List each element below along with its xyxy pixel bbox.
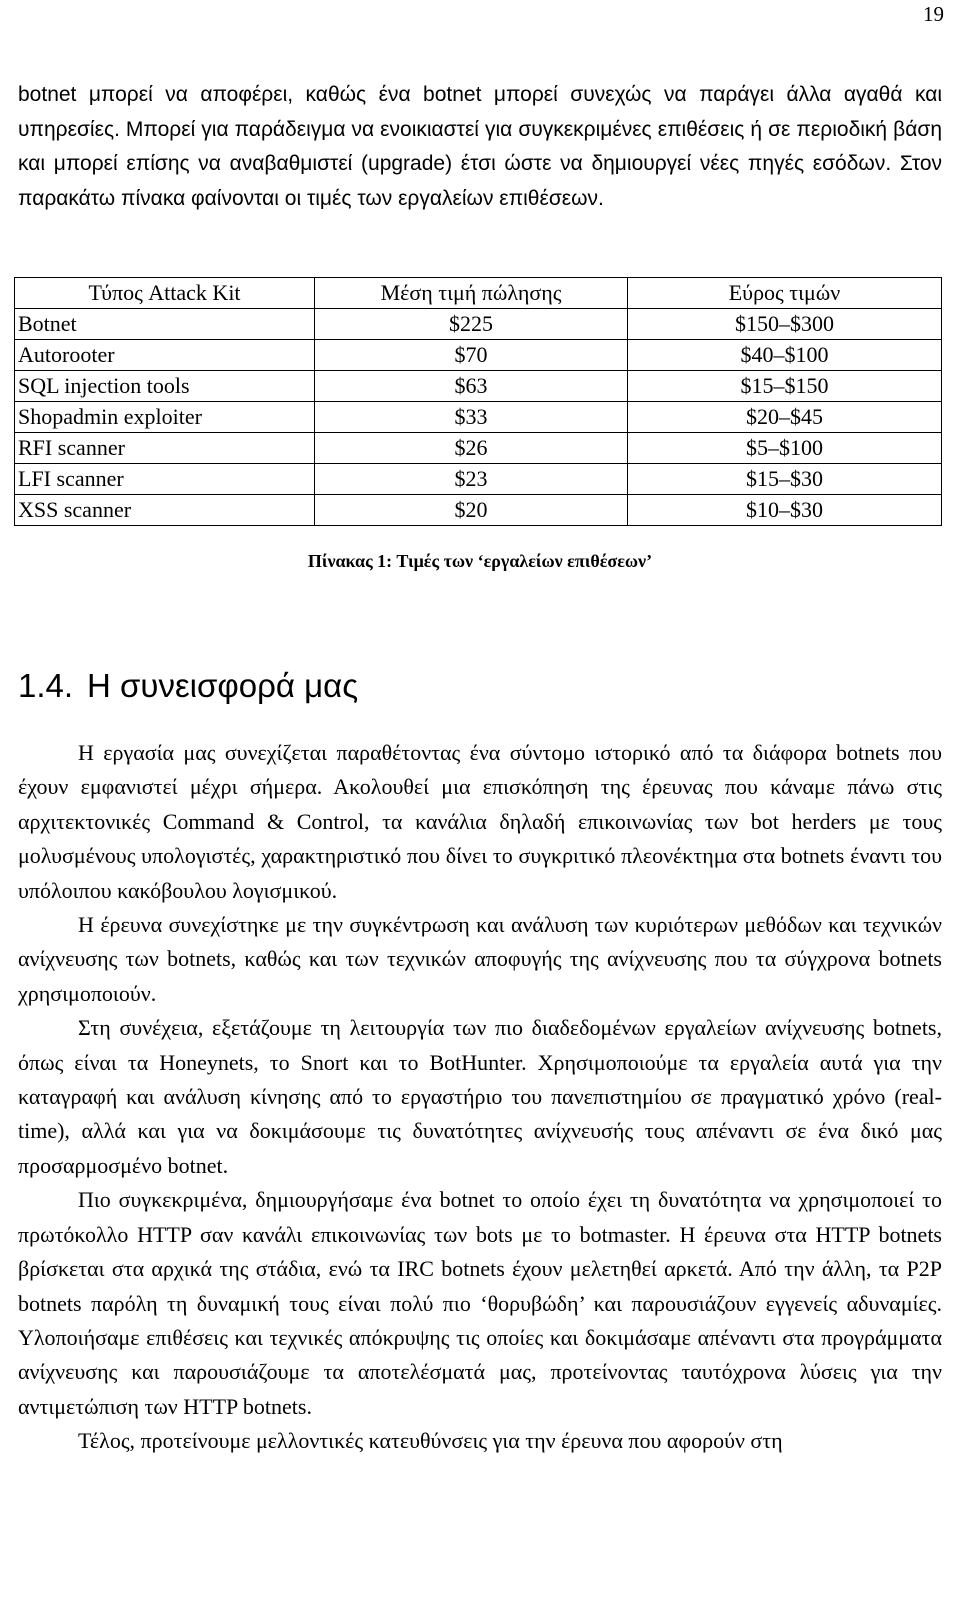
table-row: [15, 402, 942, 433]
table-cell-price-range: $150–$300: [628, 309, 942, 340]
table-cell-price-range: $40–$100: [628, 340, 942, 371]
table-cell-price-range: $10–$30: [628, 495, 942, 526]
section-heading: [18, 667, 358, 705]
column-header-average-price: Μέση τιμή πώλησης: [315, 278, 628, 309]
column-header-price-range: Εύρος τιμών: [628, 278, 942, 309]
table-caption: Πίνακας 1: Τιμές των ‘εργαλείων επιθέσεων’: [307, 551, 653, 571]
table-row: [15, 309, 942, 340]
table-cell-average-price: $23: [315, 464, 628, 495]
column-header-kit-type: Τύπος Attack Kit: [15, 278, 315, 309]
table-cell-average-price: $26: [315, 433, 628, 464]
attack-kit-price-table: [14, 277, 942, 526]
section-title: Η συνεισφορά μας: [87, 667, 359, 704]
table-row: [15, 371, 942, 402]
body-paragraph: Η έρευνα συνεχίστηκε με την συγκέντρωση και ανάλυση των κυριότερων μεθόδων και τεχνικών ανίχνευσης των botnets, καθώς και των τεχνικών αποφυγής της ανίχνευσης που τα σύγχρονα botnets χρησιμοποιούν.: [18, 912, 942, 1006]
page-number: 19: [923, 2, 944, 26]
table-cell-price-range: $15–$150: [628, 371, 942, 402]
table-cell-average-price: $33: [315, 402, 628, 433]
table-cell-average-price: $20: [315, 495, 628, 526]
table-row: [15, 340, 942, 371]
section-number: 1.4.: [18, 667, 74, 704]
table-cell-average-price: $63: [315, 371, 628, 402]
table-cell-kit-type: XSS scanner: [15, 495, 315, 526]
body-paragraph: Πιο συγκεκριμένα, δημιουργήσαμε ένα botnet το οποίο έχει τη δυνατότητα να χρησιμοποιεί το πρωτόκολλο HTTP σαν κανάλι επικοινωνίας των bots με το botmaster. Η έρευνα στα HTTP botnets βρίσκεται στα αρχικά της στάδια, ενώ τα IRC botnets έχουν μελετηθεί αρκετά. Από την άλλη, τα P2P botnets παρόλη τη δυναμική τους είναι πολύ πιο ‘θορυβώδη’ και παρουσιάζουν εγγενείς αδυναμίες. Υλοποιήσαμε επιθέσεις και τεχνικές απόκρυψης τις οποίες και δοκιμάσαμε απέναντι στα προγράμματα ανίχνευσης και παρουσιάζουμε τα αποτελέσματά μας, προτείνοντας ταυτόχρονα λύσεις για την αντιμετώπιση των HTTP botnets.: [18, 1187, 942, 1419]
table-cell-price-range: $5–$100: [628, 433, 942, 464]
table-cell-kit-type: Botnet: [15, 309, 315, 340]
section-body: [18, 736, 942, 1459]
table-cell-average-price: $70: [315, 340, 628, 371]
table-row: [15, 433, 942, 464]
table-cell-kit-type: Shopadmin exploiter: [15, 402, 315, 433]
table-header-row: [15, 278, 942, 309]
table-cell-price-range: $15–$30: [628, 464, 942, 495]
table-cell-average-price: $225: [315, 309, 628, 340]
intro-paragraph: botnet μπορεί να αποφέρει, καθώς ένα botnet μπορεί συνεχώς να παράγει άλλα αγαθά και υπηρεσίες. Μπορεί για παράδειγμα να ενοικιαστεί για συγκεκριμένες επιθέσεις ή σε περιοδική βάση και μπορεί επίσης να αναβαθμιστεί (upgrade) έτσι ώστε να δημιουργεί νέες πηγές εσόδων. Στον παρακάτω πίνακα φαίνονται οι τιμές των εργαλείων επιθέσεων.: [18, 83, 942, 210]
table-cell-kit-type: RFI scanner: [15, 433, 315, 464]
table-row: [15, 464, 942, 495]
table-row: [15, 495, 942, 526]
body-paragraph: Στη συνέχεια, εξετάζουμε τη λειτουργία των πιο διαδεδομένων εργαλείων ανίχνευσης botnets, όπως είναι τα Honeynets, το Snort και το BotHunter. Χρησιμοποιούμε τα εργαλεία αυτά για την καταγραφή και ανάλυση κίνησης από το εργαστήριο του πανεπιστημίου σε πραγματικό χρόνο (real-time), αλλά και για να δοκιμάσουμε τις δυνατότητες ανίχνευσής τους απέναντι σε ένα δικό μας προσαρμοσμένο botnet.: [18, 1015, 942, 1178]
table-cell-price-range: $20–$45: [628, 402, 942, 433]
body-paragraph: Τέλος, προτείνουμε μελλοντικές κατευθύνσεις για την έρευνα που αφορούν στη: [78, 1428, 783, 1454]
body-paragraph: Η εργασία μας συνεχίζεται παραθέτοντας ένα σύντομο ιστορικό από τα διάφορα botnets που έχουν εμφανιστεί μέχρι σήμερα. Ακολουθεί μια επισκόπηση της έρευνας που κάναμε πάνω στις αρχιτεκτονικές Command & Control, τα κανάλια δηλαδή επικοινωνίας των bot herders με τους μολυσμένους υπολογιστές, χαρακτηριστικό που δίνει το συγκριτικό πλεονέκτημα στα botnets έναντι του υπόλοιπου κακόβουλου λογισμικού.: [18, 740, 942, 903]
table-cell-kit-type: Autorooter: [15, 340, 315, 371]
table-cell-kit-type: SQL injection tools: [15, 371, 315, 402]
table-cell-kit-type: LFI scanner: [15, 464, 315, 495]
